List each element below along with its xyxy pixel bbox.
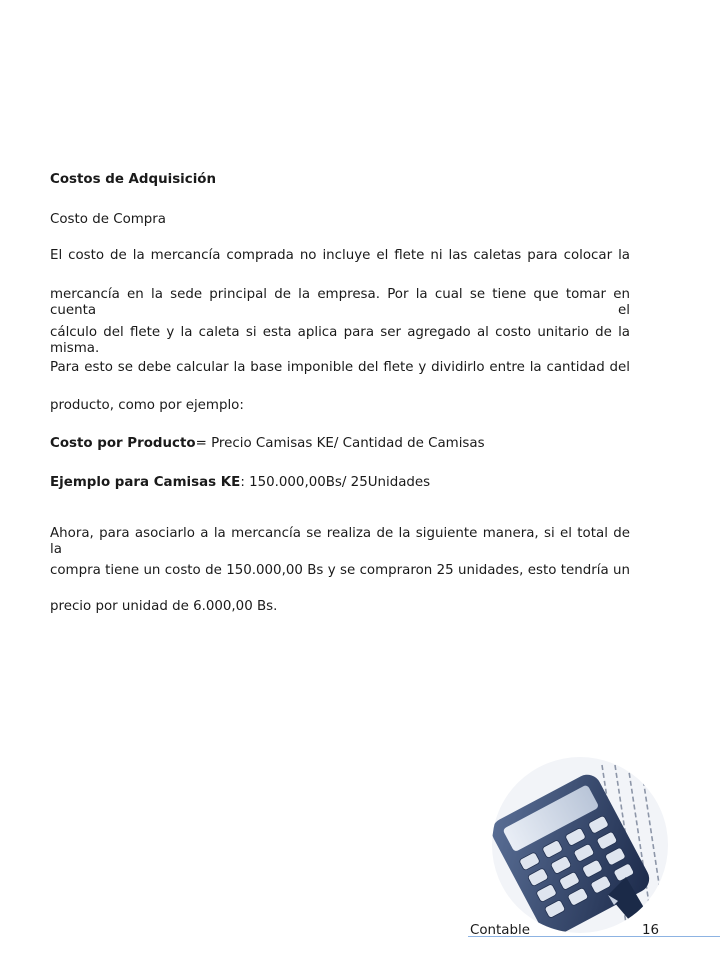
paragraph-line: compra tiene un costo de 150.000,00 Bs y se compraron 25 unidades, esto tendría un <box>50 563 630 578</box>
paragraph-line: El costo de la mercancía comprada no incluye el flete ni las caletas para colocar la <box>50 248 630 263</box>
formula-text: = Precio Camisas KE/ Cantidad de Camisas <box>195 436 485 451</box>
example-label: Ejemplo para Camisas KE <box>50 475 241 490</box>
paragraph-line: precio por unidad de 6.000,00 Bs. <box>50 599 278 614</box>
section-heading: Costos de Adquisición <box>50 172 217 187</box>
footer-label: Contable <box>470 923 530 938</box>
paragraph-line: cálculo del flete y la caleta si esta aplica para ser agregado al costo unitario de la misma. <box>50 325 630 356</box>
paragraph-line: mercancía en la sede principal de la empresa. Por la cual se tiene que tomar en cuenta el <box>50 287 630 318</box>
calculator-icon <box>490 755 670 935</box>
footer-divider <box>468 936 720 937</box>
formula-label: Costo por Producto <box>50 436 196 451</box>
example-line <box>50 475 630 491</box>
paragraph-line: Para esto se debe calcular la base imponible del flete y dividirlo entre la cantidad del <box>50 360 630 375</box>
page-number: 16 <box>642 923 660 938</box>
example-text: : 150.000,00Bs/ 25Unidades <box>240 475 431 490</box>
paragraph-line: producto, como por ejemplo: <box>50 398 244 413</box>
subsection-heading: Costo de Compra <box>50 212 167 227</box>
paragraph-line: Ahora, para asociarlo a la mercancía se realiza de la siguiente manera, si el total de la <box>50 526 630 557</box>
formula-line <box>50 436 630 452</box>
